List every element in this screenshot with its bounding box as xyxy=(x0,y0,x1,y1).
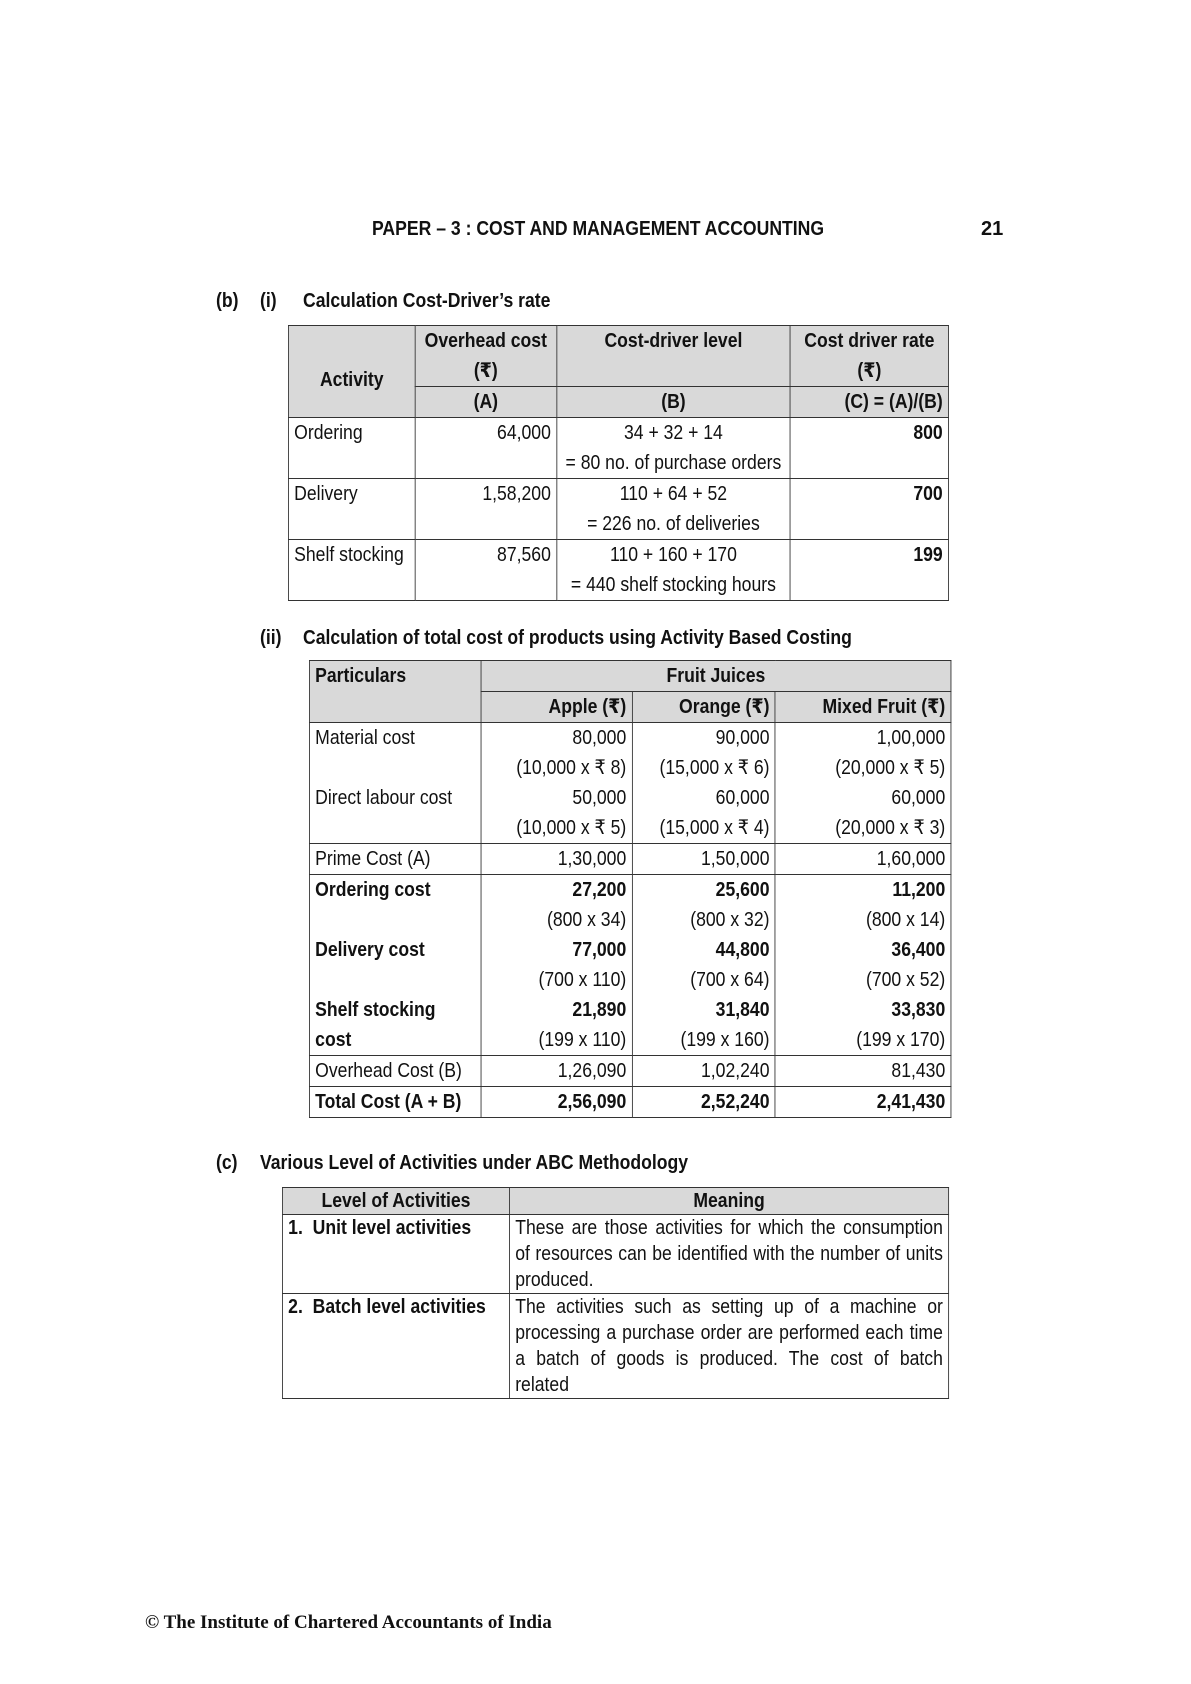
rate-value: 700 xyxy=(790,479,948,540)
activity-name: Delivery xyxy=(288,479,415,540)
overhead-value: 1,58,200 xyxy=(415,479,557,540)
table-row xyxy=(288,540,948,601)
ordering-orange: 25,600 (800 x 32) xyxy=(632,875,775,936)
ordering-mixed: 11,200 (800 x 14) xyxy=(775,875,951,936)
section-i-label: (i) xyxy=(260,290,277,312)
mixed-fruit-header: Mixed Fruit (₹) xyxy=(775,692,951,723)
delivery-cost-label: Delivery cost xyxy=(309,935,480,995)
shelf-orange: 31,840 (199 x 160) xyxy=(632,995,775,1056)
table-row xyxy=(309,723,951,784)
section-b-label: (b) xyxy=(216,290,239,312)
particulars-header: Particulars xyxy=(309,661,480,723)
material-mixed: 1,00,000 (20,000 x ₹ 5) xyxy=(775,723,951,784)
labour-mixed: 60,000 (20,000 x ₹ 3) xyxy=(775,783,951,844)
apple-header: Apple (₹) xyxy=(481,692,632,723)
section-c-label: (c) xyxy=(216,1152,238,1174)
overhead-cost-label: Overhead Cost (B) xyxy=(309,1056,480,1087)
table-row xyxy=(309,995,951,1056)
meaning-header: Meaning xyxy=(509,1188,948,1215)
material-apple: 80,000 (10,000 x ₹ 8) xyxy=(481,723,632,784)
total-apple: 2,56,090 xyxy=(481,1087,632,1118)
table-row xyxy=(282,1294,948,1399)
activity-name: Ordering xyxy=(288,418,415,479)
activity-level: 2. Batch level activities xyxy=(282,1294,509,1399)
rate-value: 800 xyxy=(790,418,948,479)
material-cost-label: Material cost xyxy=(309,723,480,784)
table-row xyxy=(288,418,948,479)
labour-cost-label: Direct labour cost xyxy=(309,783,480,844)
shelf-mixed: 33,830 (199 x 170) xyxy=(775,995,951,1056)
table-row xyxy=(288,479,948,540)
section-i-heading: Calculation Cost-Driver’s rate xyxy=(303,290,551,312)
delivery-apple: 77,000 (700 x 110) xyxy=(481,935,632,995)
fruit-juices-header: Fruit Juices xyxy=(481,661,951,692)
activity-level: 1. Unit level activities xyxy=(282,1215,509,1294)
table-row xyxy=(309,783,951,844)
ordering-cost-label: Ordering cost xyxy=(309,875,480,936)
prime-mixed: 1,60,000 xyxy=(775,844,951,875)
prime-orange: 1,50,000 xyxy=(632,844,775,875)
table-row xyxy=(309,875,951,936)
level-header: Cost-driver level xyxy=(557,326,791,387)
overhead-orange: 1,02,240 xyxy=(632,1056,775,1087)
level-of-activities-header: Level of Activities xyxy=(282,1188,509,1215)
subheader-c: (C) = (A)/(B) xyxy=(790,387,948,418)
labour-orange: 60,000 (15,000 x ₹ 4) xyxy=(632,783,775,844)
table-row xyxy=(309,935,951,995)
shelf-cost-label: Shelf stocking cost xyxy=(309,995,480,1056)
activity-header: Activity xyxy=(288,326,415,418)
table-row xyxy=(309,1087,951,1118)
labour-apple: 50,000 (10,000 x ₹ 5) xyxy=(481,783,632,844)
activity-name: Shelf stocking xyxy=(288,540,415,601)
cost-driver-level: 34 + 32 + 14 = 80 no. of purchase orders xyxy=(557,418,791,479)
overhead-value: 87,560 xyxy=(415,540,557,601)
cost-driver-level: 110 + 160 + 170 = 440 shelf stocking hours xyxy=(557,540,791,601)
total-cost-label: Total Cost (A + B) xyxy=(309,1087,480,1118)
table-row xyxy=(309,1056,951,1087)
cost-driver-level: 110 + 64 + 52 = 226 no. of deliveries xyxy=(557,479,791,540)
subheader-a: (A) xyxy=(415,387,557,418)
overhead-apple: 1,26,090 xyxy=(481,1056,632,1087)
table-row xyxy=(282,1215,948,1294)
activity-levels-table xyxy=(282,1187,949,1399)
section-c-heading: Various Level of Activities under ABC Methodology xyxy=(260,1152,689,1174)
page-header-title: PAPER – 3 : COST AND MANAGEMENT ACCOUNTING xyxy=(372,218,825,240)
orange-header: Orange (₹) xyxy=(632,692,775,723)
prime-apple: 1,30,000 xyxy=(481,844,632,875)
cost-driver-rate-table xyxy=(288,325,949,601)
page-number: 21 xyxy=(981,218,1004,240)
section-ii-label: (ii) xyxy=(260,627,282,649)
table-row xyxy=(309,844,951,875)
footer-copyright: © The Institute of Chartered Accountants of India xyxy=(145,1612,552,1633)
total-mixed: 2,41,430 xyxy=(775,1087,951,1118)
activity-meaning: These are those activities for which the consumption of resources can be identified with the number of units produced. xyxy=(509,1215,948,1294)
rate-header: Cost driver rate (₹) xyxy=(790,326,948,387)
rate-value: 199 xyxy=(790,540,948,601)
ordering-apple: 27,200 (800 x 34) xyxy=(481,875,632,936)
subheader-b: (B) xyxy=(557,387,791,418)
section-ii-heading: Calculation of total cost of products using Activity Based Costing xyxy=(303,627,852,649)
activity-meaning: The activities such as setting up of a machine or processing a purchase order are performed each time a batch of goods is produced. The cost of batch related xyxy=(509,1294,948,1399)
abc-cost-table xyxy=(309,660,951,1118)
overhead-header: Overhead cost (₹) xyxy=(415,326,557,387)
delivery-mixed: 36,400 (700 x 52) xyxy=(775,935,951,995)
material-orange: 90,000 (15,000 x ₹ 6) xyxy=(632,723,775,784)
total-orange: 2,52,240 xyxy=(632,1087,775,1118)
delivery-orange: 44,800 (700 x 64) xyxy=(632,935,775,995)
prime-cost-label: Prime Cost (A) xyxy=(309,844,480,875)
shelf-apple: 21,890 (199 x 110) xyxy=(481,995,632,1056)
overhead-mixed: 81,430 xyxy=(775,1056,951,1087)
overhead-value: 64,000 xyxy=(415,418,557,479)
